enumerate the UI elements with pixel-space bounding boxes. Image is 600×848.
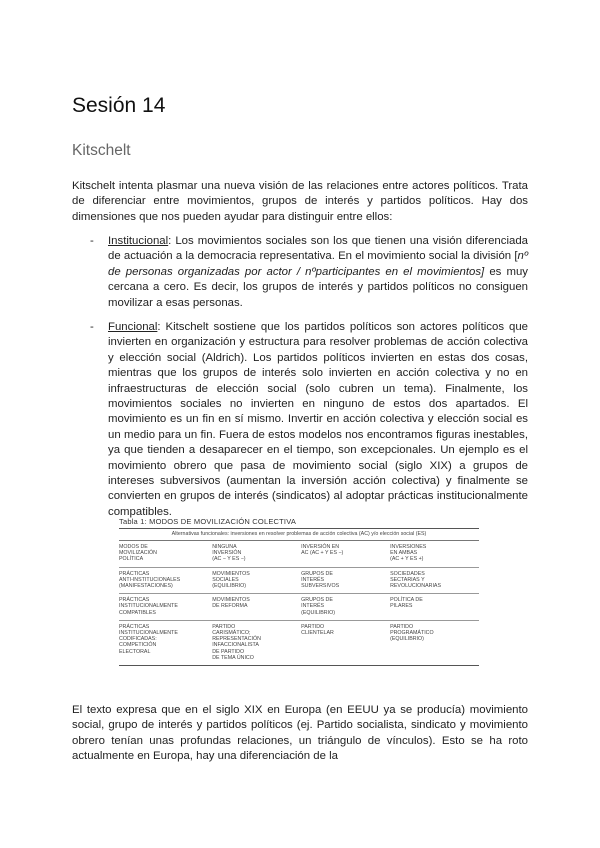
table-row [119,541,479,568]
term-funcional: Funcional [108,321,158,333]
intro-paragraph: Kitschelt intenta plasmar una nueva visión de las relaciones entre actores políticos. Trata de diferenciar entre movimientos, grupos de interés y partidos políticos. Hay dos dimensiones que nos pueden ayudar para distinguir entre ellos: [72,180,528,223]
table-cell: MOVIMIENTOS SOCIALES (EQUILIBRIO) [212,570,250,590]
table-cell: MOVIMIENTOS DE REFORMA [212,597,250,610]
table-row [119,594,479,621]
table-cell: PRÁCTICAS INSTITUCIONALMENTE CODIFICADAS: COMPETICIÓN ELECTORAL [119,623,178,655]
table-cell: GRUPOS DE INTERÉS SUBVERSIVOS [301,570,340,590]
table-cell: PARTIDO CLIENTELAR [301,623,334,637]
table-title: Tabla 1: MODOS DE MOVILIZACIÓN COLECTIVA [119,517,297,526]
item-text: : Los movimientos sociales son los que tienen una visión diferenciada de actuación a la democracia representativa. En el movimiento social la división [ [108,235,528,263]
closing-paragraph: El texto expresa que en el siglo XIX en Europa (en EEUU ya se producía) movimiento social, grupo de interés y partidos políticos (ej. Partido socialista, sindicato y movimiento obrero tenían unas profundas relaciones, un triángulo de vínculos). Esto se ha roto actualmente en Europa, hay una diferenciación de la [72,704,528,763]
table-row [119,621,479,666]
term-institucional: Institucional [108,235,169,247]
list-item-institucional [108,234,528,311]
table-cell: PRÁCTICAS ANTI-INSTITUCIONALES (MANIFESTACIONES) [119,570,181,590]
bullet-marker: - [90,321,94,333]
mobilization-table [119,517,479,666]
table-cell: MODOS DE MOVILIZACIÓN POLÍTICA [119,544,157,563]
table-cell: PARTIDO PROGRAMÁTICO (EQUILIBRIO) [390,623,434,643]
table-cell: INVERSIONES EN AMBAS (AC + Y ES +) [390,544,427,563]
item-text: : Kitschelt sostiene que los partidos políticos son actores políticos que invierten en organización y estructura para resolver problemas de acción colectiva y elección social (Aldrich). Los partidos políticos invierten en estas dos cosas, mientras que los grupos de interés solo invierten en acción colectiva y no en infraestructuras de elección social (solo cubren un tema). Finalmente, los movimientos sociales no invierten en ninguno de estos dos apartados. El movimiento es un fin en sí mismo. Invertir en acción colectiva y elección social es un medio para un fin. Fuera de estos modelos nos encontramos figuras inestables, ya que tienden a desaparecer en el tiempo, son excepcionales. Un ejemplo es el movimiento obrero que pasa de movimiento social (siglo XIX) a grupos de intereses subversivos (aumentan la inversión acción colectiva) y finalmente se convierten en grupos de interés (sindicatos) al adoptar prácticas institucionalmente compatibles. [108,321,528,518]
list-item-funcional [108,320,528,520]
table-subheader: Alternativas funcionales: inversiones en resolver problemas de acción colectiva (AC) y/o elección social (ES) [119,529,479,541]
table-row [119,568,479,595]
bullet-marker: - [90,235,94,247]
table-cell: POLÍTICA DE PILARES [390,597,423,610]
table-cell: NINGUNA INVERSIÓN (AC − Y ES −) [212,544,246,563]
table-cell: INVERSIÓN EN AC (AC + Y ES −) [301,544,344,557]
table-cell: SOCIEDADES SECTARIAS Y REVOLUCIONARIAS [390,570,441,590]
item-italic-text: nº de personas organizadas por actor / nºparticipantes en el movimientos] [108,250,528,278]
table-cell: PRÁCTICAS INSTITUCIONALMENTE COMPATIBLES [119,597,178,616]
table-cell: GRUPOS DE INTERÉS (EQUILIBRIO) [301,597,335,616]
section-subtitle: Kitschelt [72,142,131,159]
page-title: Sesión 14 [72,94,166,117]
table-cell: PARTIDO CARISMÁTICO; REPRESENTACIÓN INFACCIONALISTA DE PARTIDO DE TEMA ÚNICO [212,623,261,661]
item-text-rest: es muy cercana a cero. Es decir, los grupos de interés y partidos políticos no consiguen movilizar a esas personas. [108,265,528,309]
